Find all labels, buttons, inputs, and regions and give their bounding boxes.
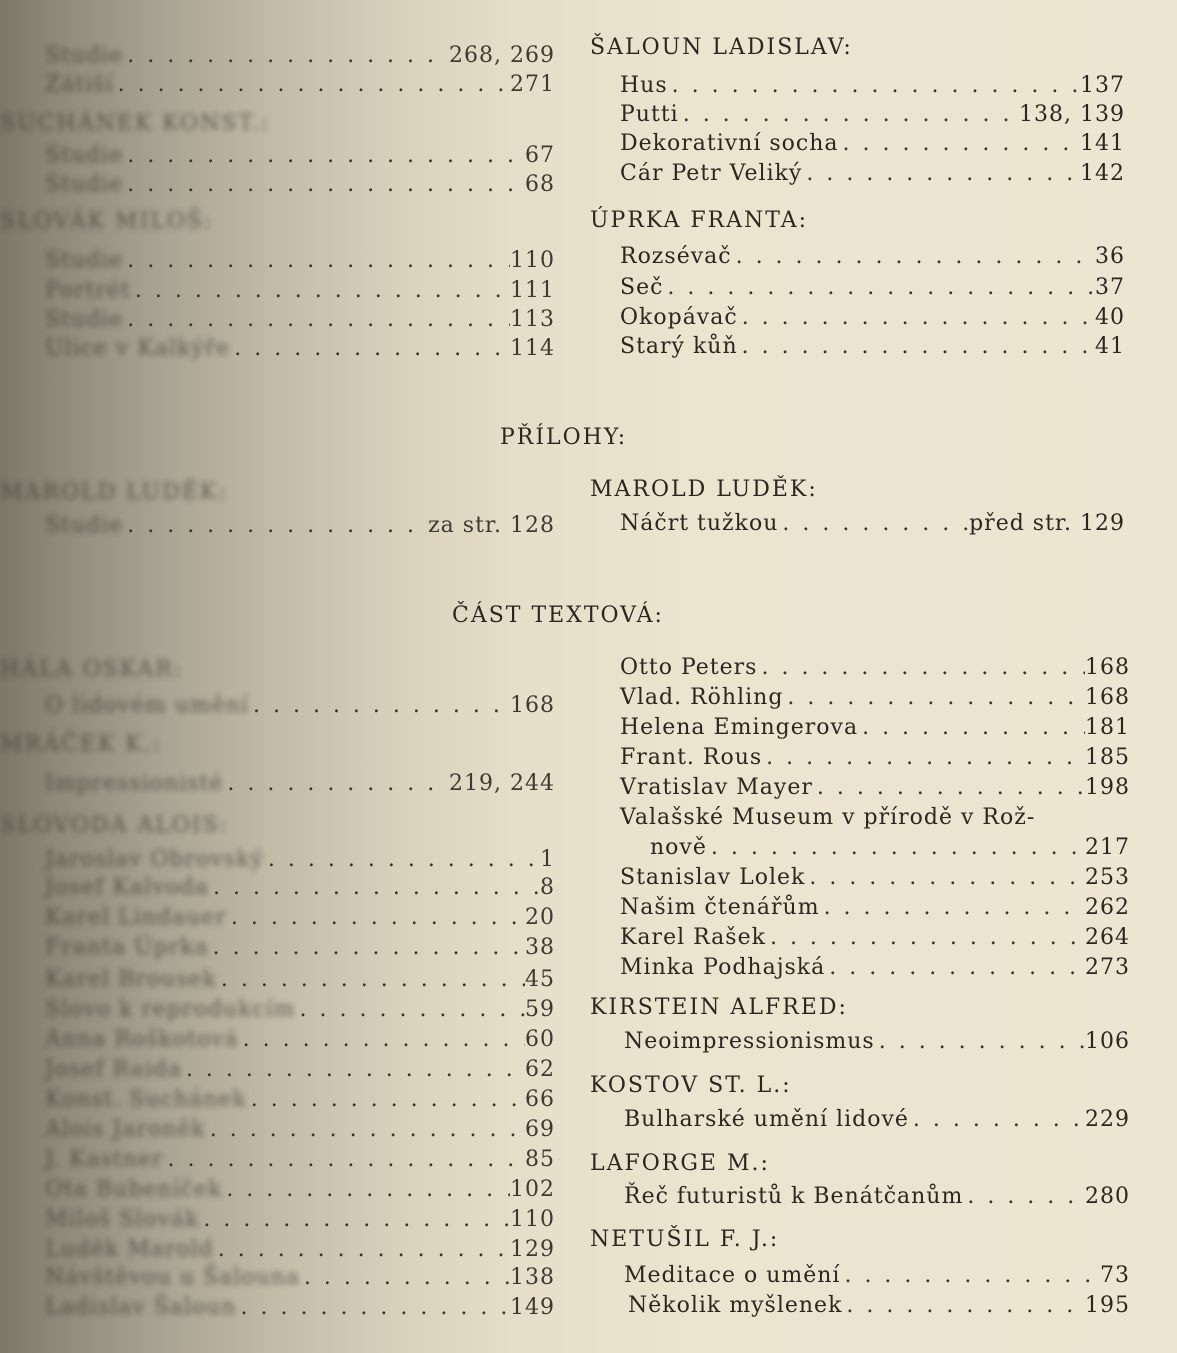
dot-leader: [217, 966, 525, 994]
page-number: 168: [510, 693, 555, 718]
entry-title: Portrét: [45, 278, 131, 303]
index-entry: [45, 1294, 555, 1322]
dot-leader: [840, 1262, 1100, 1290]
entry-title: Hus: [620, 73, 668, 98]
index-entry: [45, 335, 555, 363]
index-entry: [620, 101, 1125, 129]
dot-leader: [222, 1176, 510, 1204]
author-heading: SLOVODA ALOIS:: [0, 813, 230, 838]
dot-leader: [223, 770, 449, 798]
entry-title: Karel Lindauer: [45, 905, 227, 930]
dot-leader: [182, 1056, 525, 1084]
entry-title: Alois Jaroněk: [45, 1117, 206, 1142]
page-number: 138: [510, 1265, 555, 1290]
dot-leader: [230, 335, 510, 363]
entry-title: Josef Raida: [45, 1057, 182, 1082]
index-entry: [620, 510, 1125, 538]
entry-title: Studie: [45, 172, 124, 197]
author-heading: ÚPRKA FRANTA:: [590, 208, 809, 233]
dot-leader: [732, 243, 1095, 271]
entry-title: Studie: [45, 248, 124, 273]
index-entry: [45, 1026, 555, 1054]
page-number: 68: [525, 172, 555, 197]
page-number: 40: [1095, 305, 1125, 330]
entry-title: Bulharské umění lidové: [624, 1107, 909, 1132]
entry-title: Neoimpressionismus: [624, 1029, 875, 1054]
section-heading-prilohy: PŘÍLOHY:: [500, 425, 628, 450]
index-entry: [45, 42, 555, 70]
page-number: 217: [1085, 835, 1130, 860]
entry-title: Okopávač: [620, 305, 738, 330]
page-number: 253: [1085, 865, 1130, 890]
entry-title: Studie: [45, 143, 124, 168]
entry-title: J. Kastner: [45, 1147, 164, 1172]
dot-leader: [300, 1264, 510, 1292]
index-entry: [620, 774, 1130, 802]
author-heading: KOSTOV ST. L.:: [590, 1073, 792, 1098]
author-heading: SLOVÁK MILOŠ:: [0, 209, 214, 234]
dot-leader: [264, 846, 540, 874]
entry-title: Vlad. Röhling: [620, 685, 784, 710]
index-entry: [620, 304, 1125, 332]
entry-title: Putti: [620, 102, 679, 127]
page-number: před str. 129: [969, 511, 1125, 536]
page-number: 20: [525, 905, 555, 930]
index-entry: [45, 934, 555, 962]
dot-leader: [239, 1026, 525, 1054]
author-heading: MAROLD LUDĚK:: [590, 477, 818, 502]
index-entry: [45, 71, 555, 99]
index-entry: [620, 72, 1125, 100]
dot-leader: [825, 954, 1085, 982]
dot-leader: [668, 72, 1080, 100]
dot-leader: [114, 71, 510, 99]
page-number: 106: [1085, 1029, 1130, 1054]
dot-leader: [247, 1086, 525, 1114]
index-entry: [620, 804, 1130, 832]
entry-title: Miloš Slovák: [45, 1207, 200, 1232]
dot-leader: [164, 1146, 526, 1174]
entry-title: Franta Úprka: [45, 935, 209, 960]
index-entry: [620, 744, 1130, 772]
dot-leader: [738, 333, 1095, 361]
page-number: 142: [1080, 161, 1125, 186]
dot-leader: [123, 142, 525, 170]
index-entry: [620, 864, 1130, 892]
dot-leader: [123, 306, 510, 334]
entry-title: Ulice v Kalkýře: [45, 336, 231, 361]
entry-title: Impressionisté: [45, 771, 224, 796]
dot-leader: [123, 171, 525, 199]
index-entry: [45, 846, 555, 874]
dot-leader: [123, 512, 428, 540]
dot-leader: [802, 160, 1080, 188]
entry-title: Luděk Marold: [45, 1237, 214, 1262]
index-entry: [620, 714, 1130, 742]
page-number: 37: [1095, 275, 1125, 300]
author-heading: LAFORGE M.:: [590, 1151, 770, 1176]
page-number: 271: [510, 72, 555, 97]
entry-title: Studie: [45, 513, 124, 538]
dot-leader: [820, 894, 1085, 922]
entry-title: Minka Podhajská: [620, 955, 826, 980]
page-number: 114: [510, 336, 555, 361]
dot-leader: [707, 834, 1085, 862]
index-entry: [45, 1056, 555, 1084]
index-entry: [620, 243, 1125, 271]
dot-leader: [663, 274, 1095, 302]
dot-leader: [757, 654, 1085, 682]
index-entry: [620, 654, 1130, 682]
index-entry: [624, 1262, 1130, 1290]
page-number: 149: [510, 1295, 555, 1320]
page-number: 110: [510, 248, 555, 273]
dot-leader: [131, 277, 510, 305]
index-entry: [45, 1176, 555, 1204]
entry-title: Frant. Rous: [620, 745, 763, 770]
page-number: 268, 269: [449, 43, 555, 68]
dot-leader: [778, 510, 969, 538]
dot-leader: [875, 1028, 1085, 1056]
page-number: 168: [1085, 685, 1130, 710]
page-number: 36: [1095, 244, 1125, 269]
index-entry: [45, 1146, 555, 1174]
index-entry: [650, 834, 1130, 862]
entry-title: Anna Roškotová: [45, 1027, 239, 1052]
page-number: 185: [1085, 745, 1130, 770]
index-entry: [620, 274, 1125, 302]
page-number: 137: [1080, 73, 1125, 98]
dot-leader: [123, 247, 510, 275]
dot-leader: [227, 904, 525, 932]
index-entry: [45, 1236, 555, 1264]
dot-leader: [842, 1292, 1085, 1320]
page-number: 168: [1085, 655, 1130, 680]
dot-leader: [805, 864, 1085, 892]
page-number: 219, 244: [449, 771, 555, 796]
entry-title: Otto Peters: [620, 655, 758, 680]
index-entry: [45, 306, 555, 334]
right-index-column: [590, 0, 1135, 1353]
page-number: 138, 139: [1019, 102, 1125, 127]
entry-title: Vratislav Mayer: [620, 775, 813, 800]
entry-title: Rozsévač: [620, 244, 732, 269]
entry-title: Několik myšlenek: [628, 1293, 843, 1318]
page-number: 181: [1085, 715, 1130, 740]
entry-title: Starý kůň: [620, 334, 738, 359]
section-heading-cast-textova: ČÁST TEXTOVÁ:: [452, 603, 664, 628]
page-number: 229: [1085, 1107, 1130, 1132]
page-number: 38: [525, 935, 555, 960]
page-number: 102: [510, 1177, 555, 1202]
index-entry: [620, 160, 1125, 188]
entry-title: Studie: [45, 43, 124, 68]
index-entry: [45, 874, 555, 902]
index-entry: [45, 277, 555, 305]
dot-leader: [199, 1206, 510, 1234]
dot-leader: [679, 101, 1019, 129]
index-entry: [620, 894, 1130, 922]
dot-leader: [249, 692, 510, 720]
dot-leader: [963, 1183, 1085, 1211]
index-entry: [45, 692, 555, 720]
page-number: 60: [525, 1027, 555, 1052]
dot-leader: [123, 42, 449, 70]
entry-title: Zátiší: [45, 72, 114, 97]
page-number: 66: [525, 1087, 555, 1112]
entry-title: Helena Emingerova: [620, 715, 859, 740]
dot-leader: [766, 924, 1085, 952]
entry-title: Našim čtenářům: [620, 895, 820, 920]
page-number: 67: [525, 143, 555, 168]
index-entry: [624, 1106, 1130, 1134]
page-number: 129: [510, 1237, 555, 1262]
index-entry: [45, 1116, 555, 1144]
index-entry: [620, 684, 1130, 712]
page-number: 198: [1085, 775, 1130, 800]
dot-leader: [209, 934, 525, 962]
entry-title: Studie: [45, 307, 124, 332]
page-number: 110: [510, 1207, 555, 1232]
page-number: 141: [1080, 131, 1125, 156]
entry-title: Návštěvou u Šalouna: [45, 1265, 300, 1290]
index-entry: [628, 1292, 1130, 1320]
page-number: 85: [525, 1147, 555, 1172]
entry-title: Dekorativní socha: [620, 131, 839, 156]
page-number: 41: [1095, 334, 1125, 359]
index-entry: [620, 954, 1130, 982]
page-number: 262: [1085, 895, 1130, 920]
author-heading: KIRSTEIN ALFRED:: [590, 995, 848, 1020]
index-entry: [45, 1206, 555, 1234]
entry-title: Seč: [620, 275, 664, 300]
index-entry: [45, 247, 555, 275]
entry-title: nově: [650, 835, 707, 860]
dot-leader: [214, 1236, 510, 1264]
page-number: 59: [525, 997, 555, 1022]
author-heading: SUCHÁNEK KONST.:: [0, 111, 271, 136]
entry-title: Řeč futuristů k Benátčanům: [624, 1184, 964, 1209]
index-entry: [620, 333, 1125, 361]
index-entry: [620, 130, 1125, 158]
index-entry: [45, 966, 555, 994]
entry-title: Karel Brousek: [45, 967, 217, 992]
dot-leader: [206, 1116, 525, 1144]
dot-leader: [762, 744, 1085, 772]
entry-title: Náčrt tužkou: [620, 511, 779, 536]
dot-leader: [237, 1294, 510, 1322]
entry-title: Slovo k reprodukcím: [45, 997, 296, 1022]
dot-leader: [813, 774, 1085, 802]
index-entry: [624, 1028, 1130, 1056]
entry-title: Ladislav Šaloun: [45, 1295, 237, 1320]
page-number: 73: [1100, 1263, 1130, 1288]
index-entry: [45, 171, 555, 199]
entry-title: Cár Petr Veliký: [620, 161, 803, 186]
dot-leader: [296, 996, 525, 1024]
index-entry: [620, 924, 1130, 952]
index-entry: [624, 1183, 1130, 1211]
index-entry: [45, 1264, 555, 1292]
page-number: 8: [540, 875, 555, 900]
author-heading: ŠALOUN LADISLAV:: [590, 35, 853, 60]
index-entry: [45, 904, 555, 932]
page-number: 69: [525, 1117, 555, 1142]
index-entry: [45, 142, 555, 170]
entry-title: Jaroslav Obrovský: [45, 847, 264, 872]
page-number: 111: [510, 278, 555, 303]
entry-title: Ota Bubeníček: [45, 1177, 223, 1202]
page-number: 45: [525, 967, 555, 992]
entry-title: Josef Kalvoda: [45, 875, 209, 900]
page-number: 273: [1085, 955, 1130, 980]
author-heading: MAROLD LUDĚK:: [0, 480, 228, 505]
entry-title: O lidovém umění: [45, 693, 249, 718]
index-entry: [45, 996, 555, 1024]
author-heading: MRÁČEK K.:: [0, 732, 163, 757]
page-number: 113: [510, 307, 555, 332]
index-entry: [45, 1086, 555, 1114]
page-number: 62: [525, 1057, 555, 1082]
left-index-column: [0, 0, 565, 1353]
author-heading: HÁLA OSKAR:: [0, 657, 184, 682]
dot-leader: [858, 714, 1085, 742]
page-number: 195: [1085, 1293, 1130, 1318]
dot-leader: [909, 1106, 1085, 1134]
page-number: 264: [1085, 925, 1130, 950]
index-entry: [45, 770, 555, 798]
page-number: 280: [1085, 1184, 1130, 1209]
dot-leader: [209, 874, 540, 902]
page-number: za str. 128: [428, 513, 555, 538]
dot-leader: [783, 684, 1085, 712]
author-heading: NETUŠIL F. J.:: [590, 1227, 780, 1252]
entry-title: Stanislav Lolek: [620, 865, 806, 890]
entry-title: Konst. Suchánek: [45, 1087, 247, 1112]
entry-title: Karel Rašek: [620, 925, 766, 950]
entry-title: Valašské Museum v přírodě v Rož-: [620, 805, 1036, 830]
dot-leader: [738, 304, 1095, 332]
page-number: 1: [540, 847, 555, 872]
index-entry: [45, 512, 555, 540]
entry-title: Meditace o umění: [624, 1263, 841, 1288]
dot-leader: [839, 130, 1080, 158]
